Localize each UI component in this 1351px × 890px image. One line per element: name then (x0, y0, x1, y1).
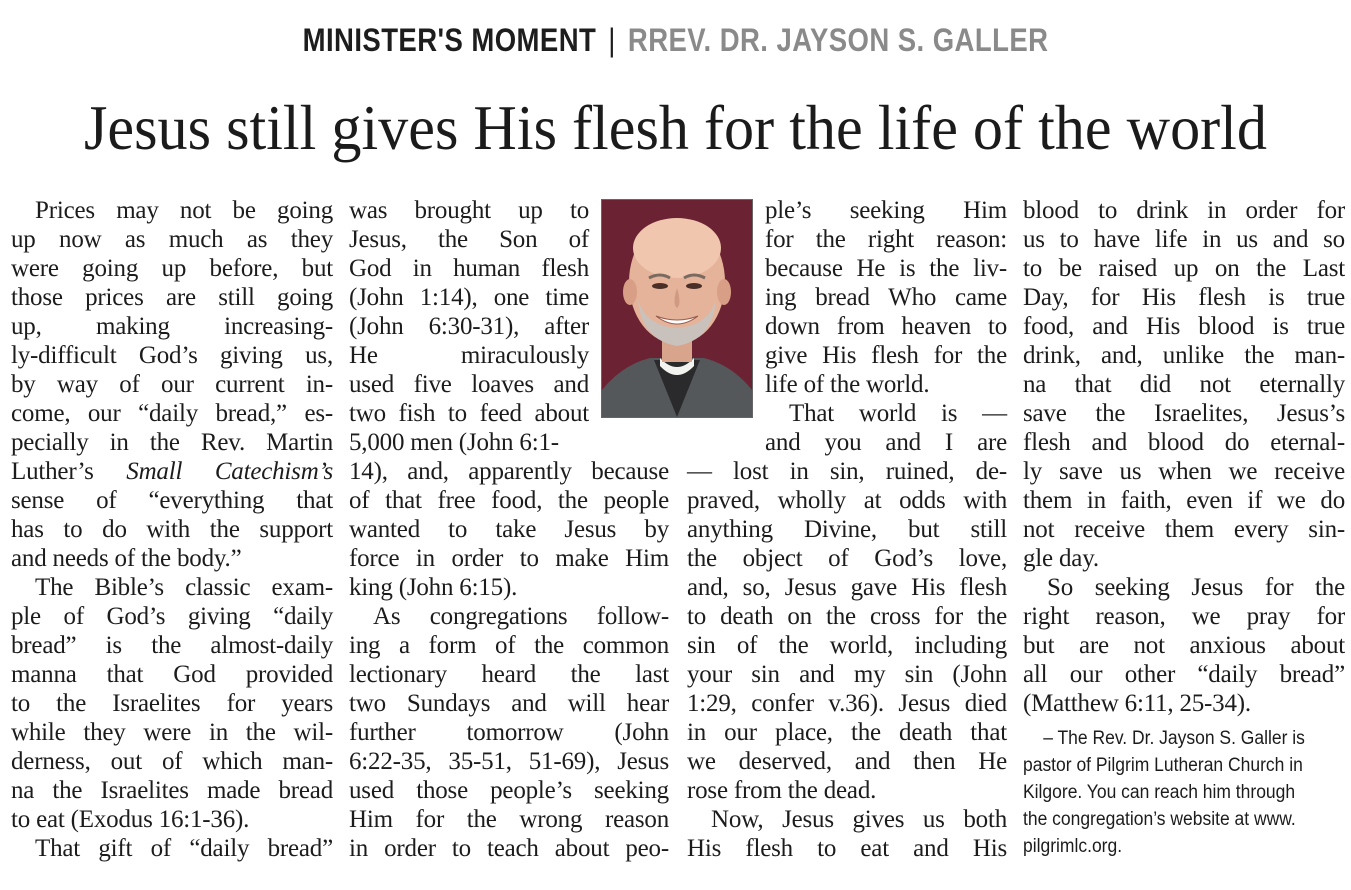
text-line: gle day. (1023, 545, 1099, 572)
text-line: sin of the world, including (687, 632, 1007, 659)
text-line-italic-title: Luther’s Small Catechism’s (11, 458, 333, 485)
headline: Jesus still gives His flesh for the life of the world (84, 92, 1267, 163)
text-line: His flesh to eat and His (687, 835, 1007, 862)
text-line: Prices may not be going (35, 197, 333, 224)
bio-line: Kilgore. You can reach him through (1023, 782, 1296, 803)
text-line: force in order to make Him (349, 545, 669, 572)
text-line: — lost in sin, ruined, de- (687, 458, 1007, 485)
text-line: by way of our current in- (11, 371, 333, 398)
text-line: 5,000 men (John 6:1- (349, 429, 559, 456)
bio-line: the congregation’s website at www. (1023, 809, 1296, 830)
text-line: king (John 6:15). (349, 574, 518, 601)
text-line: the object of God’s love, (687, 545, 1007, 572)
text-line: not receive them every sin- (1023, 516, 1345, 543)
text-line: praved, wholly at odds with (687, 487, 1007, 514)
text-line: further tomorrow (John (349, 719, 669, 746)
text-line: in our place, the death that (687, 719, 1007, 746)
text-line: That world is — (789, 400, 1007, 427)
text-line: ple of God’s giving “daily (11, 603, 333, 630)
text-line: bread” is the almost-daily (11, 632, 333, 659)
text-line: ple’s seeking Him (765, 197, 1007, 224)
text-line: Jesus, the Son of (349, 226, 589, 253)
article-column-4 (1023, 196, 1345, 718)
text-line: 6:22-35, 35-51, 51-69), Jesus (349, 748, 669, 775)
article-column-3 (687, 196, 1007, 863)
text-line: lectionary heard the last (349, 661, 669, 688)
text-line: (John 6:30-31), after (349, 313, 589, 340)
text-line: used those people’s seeking (349, 777, 669, 804)
text-line: The Bible’s classic exam- (35, 574, 333, 601)
text-line: but are not anxious about (1023, 632, 1345, 659)
text-line: used five loaves and (349, 371, 589, 398)
text-line: down from heaven to (765, 313, 1007, 340)
text-line: to the Israelites for years (11, 690, 333, 717)
text-line: ly save us when we receive (1023, 458, 1345, 485)
column-kicker (95, 22, 1257, 59)
text-line: for the right reason: (765, 226, 1007, 253)
bio-line: – The Rev. Dr. Jayson S. Galler is (1043, 728, 1305, 749)
text-line: right reason, we pray for (1023, 603, 1345, 630)
text-line: of that free food, the people (349, 487, 669, 514)
text-line: anything Divine, but still (687, 516, 1007, 543)
text-line: He miraculously (349, 342, 589, 369)
text-line: food, and His blood is true (1023, 313, 1345, 340)
text-line: flesh and blood do eternal- (1023, 429, 1345, 456)
text-line: God in human flesh (349, 255, 589, 282)
text-line: pecially in the Rev. Martin (11, 429, 333, 456)
bio-line: pilgrimlc.org. (1023, 836, 1123, 857)
text-line: your sin and my sin (John (687, 661, 1007, 688)
text-line: Him for the wrong reason (349, 806, 669, 833)
article-column-1 (11, 196, 333, 863)
text-line: 14), and, apparently because (349, 458, 669, 485)
text-line: because He is the liv- (765, 255, 1007, 282)
text-line: to be raised up on the Last (1023, 255, 1345, 282)
text-line: derness, out of which man- (11, 748, 333, 775)
text-line: 1:29, confer v.36). Jesus died (687, 690, 1007, 717)
text-line: rose from the dead. (687, 777, 877, 804)
text-line: blood to drink in order for (1023, 197, 1345, 224)
text-line: That gift of “daily bread” (35, 835, 333, 862)
text-line: those prices are still going (11, 284, 333, 311)
text-line: drink, and, unlike the man- (1023, 342, 1345, 369)
text-line: (John 1:14), one time (349, 284, 589, 311)
text-line: Day, for His flesh is true (1023, 284, 1345, 311)
text-line: to death on the cross for the (687, 603, 1007, 630)
text-line: manna that God provided (11, 661, 333, 688)
text-line: life of the world. (765, 371, 930, 398)
text-line: As congregations follow- (373, 603, 669, 630)
text-line: two fish to feed about (349, 400, 589, 427)
text-line: (Matthew 6:11, 25-34). (1023, 690, 1251, 717)
text-line: has to do with the support (11, 516, 333, 543)
text-line: Now, Jesus gives us both (711, 806, 1007, 833)
text-line: up, making increasing- (11, 313, 333, 340)
text-line: ly-difficult God’s giving us, (11, 342, 333, 369)
text-line: and you and I are (765, 429, 1007, 456)
text-line: So seeking Jesus for the (1047, 574, 1345, 601)
text-line: ing a form of the common (349, 632, 669, 659)
text-line: na that did not eternally (1023, 371, 1345, 398)
bio-line: pastor of Pilgrim Lutheran Church in (1023, 755, 1303, 776)
text-line: come, our “daily bread,” es- (11, 400, 333, 427)
text-line: all our other “daily bread” (1023, 661, 1345, 688)
text-line: give His flesh for the (765, 342, 1007, 369)
column-name: MINISTER'S MOMENT (302, 22, 597, 58)
text-line: was brought up to (349, 197, 589, 224)
text-line: wanted to take Jesus by (349, 516, 669, 543)
text-line: two Sundays and will hear (349, 690, 669, 717)
text-line: ing bread Who came (765, 284, 1007, 311)
text-line: were going up before, but (11, 255, 333, 282)
text-line: we deserved, and then He (687, 748, 1007, 775)
text-line: them in faith, even if we do (1023, 487, 1345, 514)
kicker-separator: | (608, 22, 616, 58)
author-byline: RREV. DR. JAYSON S. GALLER (627, 22, 1049, 58)
author-bio (1023, 725, 1319, 860)
text-line: sense of “everything that (11, 487, 333, 514)
text-line: us to have life in us and so (1023, 226, 1345, 253)
text-line: and, so, Jesus gave His flesh (687, 574, 1007, 601)
text-line: na the Israelites made bread (11, 777, 333, 804)
text-line: up now as much as they (11, 226, 333, 253)
text-line: and needs of the body.” (11, 545, 242, 572)
text-line: in order to teach about peo- (349, 835, 669, 862)
text-line: save the Israelites, Jesus’s (1023, 400, 1345, 427)
text-line: while they were in the wil- (11, 719, 333, 746)
text-line: to eat (Exodus 16:1-36). (11, 806, 250, 833)
